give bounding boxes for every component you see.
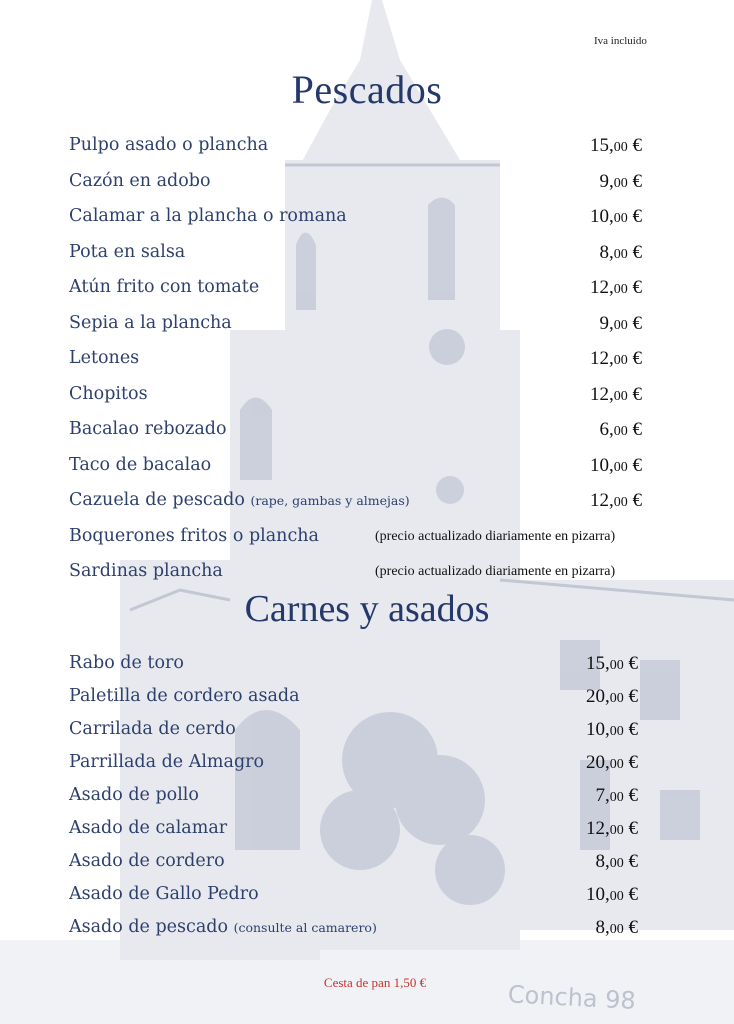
price-currency: €	[632, 170, 642, 192]
price-cents: 00	[613, 282, 628, 297]
menu-item	[69, 348, 642, 384]
menu-item	[69, 686, 638, 719]
menu-item-name	[69, 242, 185, 262]
signature-watermark: Concha 98	[507, 980, 637, 1015]
dish-name: Cazón en adobo	[69, 170, 211, 191]
menu-item-name	[69, 490, 410, 510]
tax-note: Iva incluido	[594, 35, 647, 47]
menu-item-name	[69, 653, 184, 673]
price-cents: 00	[609, 724, 624, 739]
price-whole: 9,	[599, 312, 614, 334]
menu-item-name	[69, 419, 227, 439]
price-currency: €	[632, 135, 642, 156]
menu-item-name	[69, 851, 225, 871]
price-currency: €	[632, 206, 642, 227]
price-whole: 12,	[586, 818, 610, 839]
price-currency: €	[628, 851, 638, 872]
menu-item-name	[69, 884, 259, 904]
dish-name: Chopitos	[69, 383, 148, 404]
price-currency: €	[632, 383, 642, 405]
price-currency: €	[628, 917, 638, 938]
price-currency: €	[632, 490, 642, 511]
price-whole: 6,	[599, 419, 614, 440]
dish-price	[590, 384, 642, 406]
price-currency: €	[632, 241, 642, 263]
menu-item	[69, 490, 642, 526]
dish-price	[600, 171, 643, 193]
price-whole: 15,	[586, 653, 610, 674]
price-cents: 00	[609, 757, 624, 772]
price-whole: 10,	[586, 719, 610, 740]
price-cents: 00	[609, 823, 624, 838]
dish-name: Rabo de toro	[69, 653, 184, 673]
dish-name: Pulpo asado o plancha	[69, 135, 269, 155]
dish-price	[590, 206, 642, 228]
price-cents: 00	[613, 353, 628, 368]
menu-item-name	[69, 561, 223, 581]
dish-price	[590, 490, 642, 512]
dish-price	[586, 884, 638, 906]
dish-name: Carrilada de cerdo	[69, 719, 236, 739]
dish-note: (rape, gambas y almejas)	[250, 493, 410, 508]
price-cents: 00	[613, 175, 628, 191]
menu-item	[69, 384, 642, 420]
price-whole: 7,	[595, 785, 610, 806]
pescados-list	[69, 135, 642, 597]
menu-item-name	[69, 526, 319, 546]
price-cents: 00	[613, 459, 628, 475]
carnes-list	[69, 653, 638, 950]
price-cents: 00	[613, 211, 628, 226]
menu-item	[69, 135, 642, 171]
price-cents: 00	[609, 691, 624, 706]
menu-item-name	[69, 206, 347, 226]
price-cents: 00	[613, 388, 628, 404]
price-whole: 12,	[590, 383, 614, 405]
dish-name: Asado de calamar	[69, 818, 228, 838]
menu-item-name	[69, 785, 199, 805]
menu-item	[69, 242, 642, 278]
price-whole: 12,	[590, 277, 614, 298]
menu-item-name	[69, 313, 232, 333]
menu-item	[69, 818, 638, 851]
menu-item-name	[69, 171, 211, 191]
price-whole: 12,	[590, 490, 614, 511]
dish-name: Pota en salsa	[69, 241, 186, 262]
price-currency: €	[628, 686, 638, 707]
menu-item-name	[69, 384, 148, 404]
price-currency: €	[632, 419, 642, 440]
price-currency: €	[632, 312, 642, 334]
price-note: (precio actualizado diariamente en pizarra)	[375, 564, 616, 579]
price-currency: €	[632, 454, 642, 476]
menu-item	[69, 752, 638, 785]
dish-price	[596, 851, 639, 873]
price-whole: 10,	[590, 206, 614, 227]
menu-item-name	[69, 752, 264, 772]
menu-item	[69, 171, 642, 207]
dish-name: Atún frito con tomate	[69, 277, 260, 297]
dish-price	[590, 135, 642, 157]
price-currency: €	[628, 818, 638, 839]
price-whole: 10,	[590, 454, 614, 476]
menu-item	[69, 851, 638, 884]
section-title-pescados: Pescados	[291, 67, 443, 112]
price-currency: €	[632, 348, 642, 369]
dish-name: Sardinas plancha	[69, 561, 223, 581]
price-note: (precio actualizado diariamente en pizarra)	[375, 528, 616, 544]
price-whole: 8,	[599, 241, 614, 263]
price-whole: 9,	[599, 170, 614, 192]
menu-item	[69, 653, 638, 686]
dish-name: Asado de pollo	[69, 785, 199, 805]
price-currency: €	[628, 752, 638, 773]
menu-item-name	[69, 348, 139, 368]
price-currency: €	[628, 653, 638, 674]
price-cents: 00	[609, 922, 624, 937]
dish-name: Cazuela de pescado	[69, 490, 245, 510]
menu-item	[69, 206, 642, 242]
menu-item	[69, 455, 642, 491]
price-currency: €	[632, 277, 642, 298]
price-cents: 00	[613, 317, 628, 333]
price-whole: 8,	[595, 917, 610, 938]
dish-name: Calamar a la plancha o romana	[69, 206, 347, 226]
menu-item-name	[69, 719, 236, 739]
price-cents: 00	[613, 246, 628, 262]
dish-price	[600, 242, 643, 264]
menu-item-name	[69, 917, 377, 937]
dish-price	[586, 752, 638, 774]
menu-item	[69, 419, 642, 455]
price-currency: €	[628, 719, 638, 740]
price-cents: 00	[609, 856, 624, 871]
dish-price	[586, 719, 638, 741]
bread-basket-note: Cesta de pan 1,50 €	[323, 975, 427, 990]
price-cents: 00	[609, 658, 624, 673]
menu-item	[69, 785, 638, 818]
price-whole: 15,	[590, 135, 614, 156]
dish-name: Paletilla de cordero asada	[69, 686, 300, 706]
price-cents: 00	[609, 790, 624, 805]
menu-item	[69, 277, 642, 313]
section-title-carnes: Carnes y asados	[244, 588, 490, 630]
price-cents: 00	[613, 140, 628, 155]
dish-price	[596, 917, 639, 939]
dish-price	[600, 313, 643, 335]
menu-item	[69, 313, 642, 349]
menu-item-name	[69, 686, 300, 706]
dish-price	[600, 419, 643, 441]
menu-item	[69, 917, 638, 950]
price-whole: 20,	[586, 752, 610, 773]
price-currency: €	[628, 884, 638, 905]
dish-price	[590, 277, 642, 299]
price-cents: 00	[609, 889, 624, 904]
dish-price	[596, 785, 639, 807]
price-whole: 8,	[595, 851, 610, 872]
dish-name: Taco de bacalao	[69, 454, 212, 475]
menu-item	[69, 884, 638, 917]
dish-name: Asado de cordero	[69, 851, 225, 871]
dish-name: Parrillada de Almagro	[69, 752, 265, 772]
price-currency: €	[628, 785, 638, 806]
price-cents: 00	[613, 424, 628, 439]
dish-name: Bacalao rebozado	[69, 419, 227, 439]
dish-price	[586, 686, 638, 708]
price-whole: 12,	[590, 348, 614, 369]
dish-name: Letones	[69, 348, 140, 368]
price-whole: 10,	[586, 884, 610, 905]
dish-note: (consulte al camarero)	[233, 920, 377, 935]
menu-item-name	[69, 818, 227, 838]
menu-item	[69, 719, 638, 752]
menu-item-name	[69, 455, 211, 475]
dish-name: Asado de pescado	[69, 917, 228, 937]
dish-name: Boquerones fritos o plancha	[69, 525, 319, 546]
dish-name: Asado de Gallo Pedro	[69, 884, 259, 904]
price-whole: 20,	[586, 686, 610, 707]
dish-price	[586, 818, 638, 840]
dish-price	[586, 653, 638, 675]
dish-name: Sepia a la plancha	[69, 312, 232, 333]
menu-item-name	[69, 277, 259, 297]
menu-item-name	[69, 135, 268, 155]
dish-price	[590, 455, 642, 477]
dish-price	[590, 348, 642, 370]
price-cents: 00	[613, 495, 628, 510]
menu-item	[69, 526, 642, 562]
